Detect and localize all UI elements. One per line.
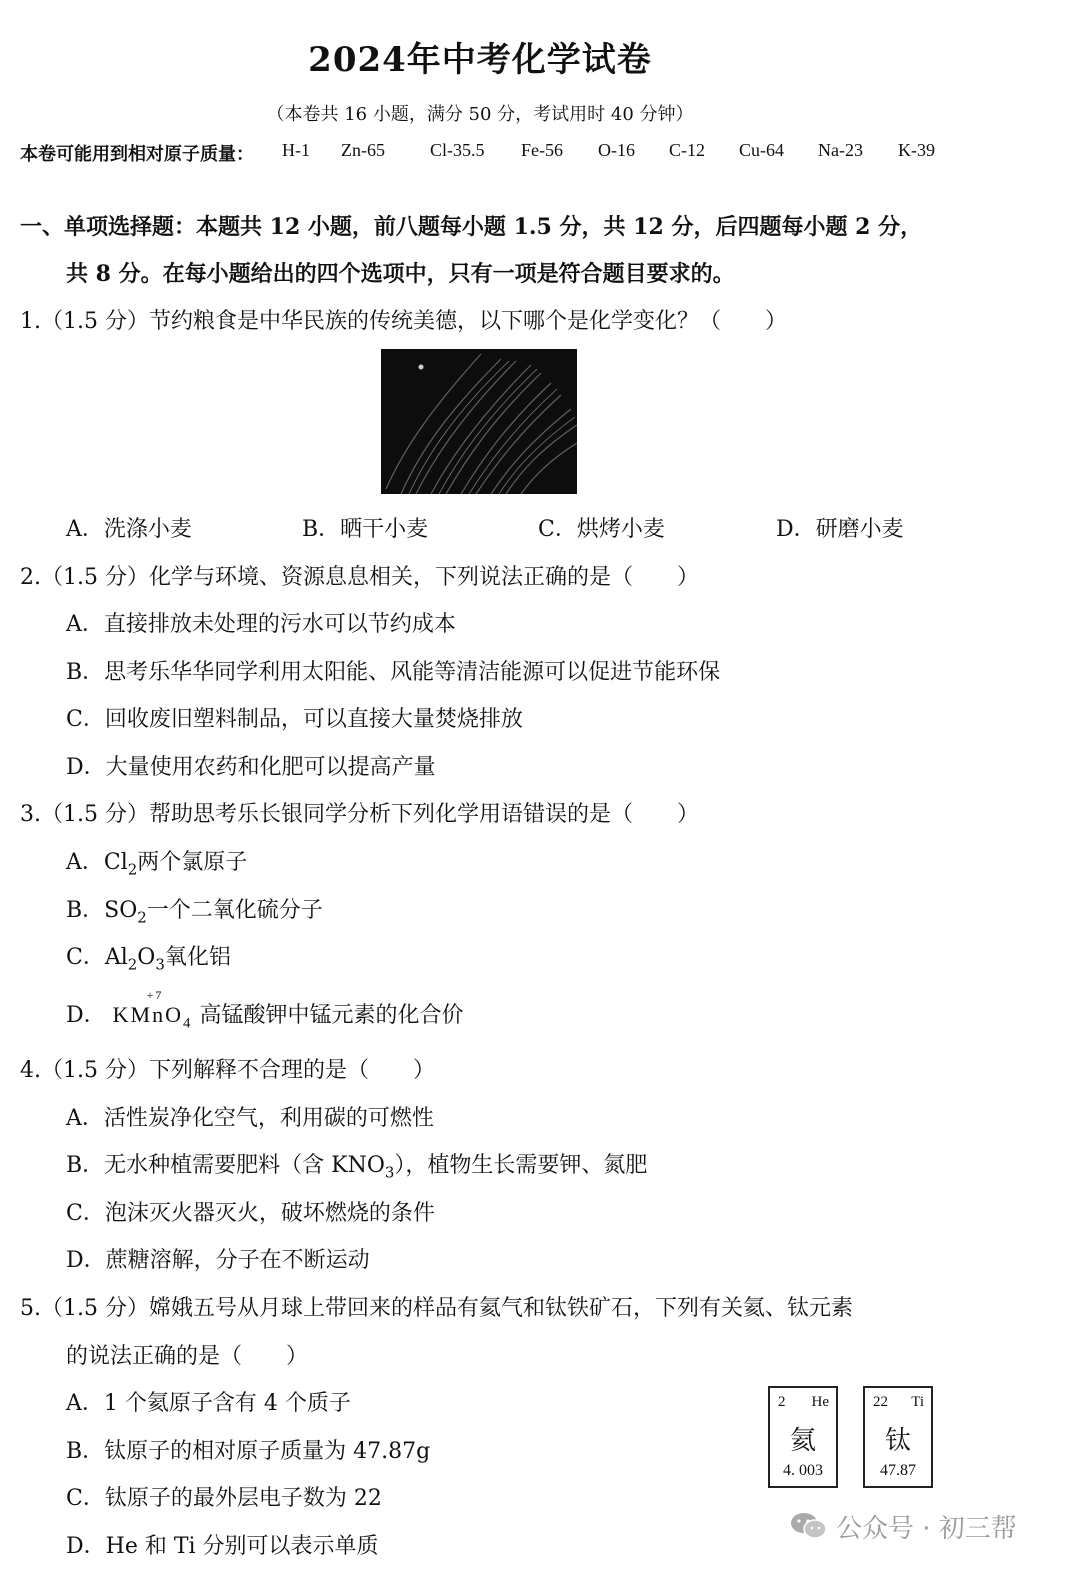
- q5-option-d: D．He 和 Ti 分别可以表示单质: [66, 1534, 379, 1559]
- question-4-stem: 4.（1.5 分）下列解释不合理的是（ ）: [20, 1058, 435, 1083]
- atomic-mass-item: Cu-64: [739, 140, 784, 160]
- relative-atomic-mass: 4. 003: [783, 1462, 823, 1479]
- q4-option-a: A．活性炭净化空气，利用碳的可燃性: [66, 1106, 434, 1131]
- q1-option-b: B．晒干小麦: [302, 517, 429, 542]
- question-3-stem: 3.（1.5 分）帮助思考乐长银同学分析下列化学用语错误的是（ ）: [20, 802, 699, 827]
- atomic-mass-item: Fe-56: [521, 140, 563, 160]
- element-name: 氦: [789, 1426, 816, 1456]
- wheat-photo: [381, 349, 577, 494]
- atomic-mass-item: O-16: [598, 140, 635, 160]
- section-heading-continued: 共 8 分。在每小题给出的四个选项中，只有一项是符合题目要求的。: [66, 261, 735, 287]
- element-name: 钛: [884, 1426, 911, 1456]
- element-card-helium: [768, 1386, 838, 1488]
- atomic-mass-item: Zn-65: [341, 140, 385, 160]
- question-5-stem-continued: 的说法正确的是（ ）: [66, 1344, 309, 1369]
- wechat-icon: [790, 1511, 828, 1548]
- element-symbol: Ti: [911, 1394, 924, 1410]
- exam-title: 2024年中考化学试卷: [308, 40, 652, 80]
- atomic-mass-item: H-1: [282, 140, 310, 160]
- exam-subtitle: （本卷共 16 小题，满分 50 分，考试用时 40 分钟）: [266, 104, 694, 125]
- question-5-stem: 5.（1.5 分）嫦娥五号从月球上带回来的样品有氦气和钛铁矿石，下列有关氦、钛元素: [20, 1296, 853, 1321]
- question-1-stem: 1.（1.5 分）节约粮食是中华民族的传统美德，以下哪个是化学变化？（ ）: [20, 309, 787, 334]
- q1-option-a: A．洗涤小麦: [66, 517, 192, 542]
- q4-option-b: B．无水种植需要肥料（含 $KNO_3$），植物生长需要钾、氮肥: [66, 1153, 648, 1182]
- q3-option-d: D． +7 KMnO$_4$ 高锰酸钾中锰元素的化合价: [66, 988, 464, 1032]
- atomic-mass-item: Na-23: [818, 140, 863, 160]
- q2-option-d: D．大量使用农药和化肥可以提高产量: [66, 755, 436, 780]
- q2-option-a: A．直接排放未处理的污水可以节约成本: [66, 612, 456, 637]
- relative-atomic-mass: 47.87: [880, 1462, 916, 1479]
- atomic-number: 2: [778, 1394, 786, 1410]
- element-card-titanium: [863, 1386, 933, 1488]
- q4-option-c: C．泡沫灭火器灭火，破坏燃烧的条件: [66, 1201, 435, 1226]
- q2-option-b: B．思考乐华华同学利用太阳能、风能等清洁能源可以促进节能环保: [66, 660, 721, 685]
- valence-mark: +7: [146, 988, 164, 1002]
- q3-option-c: C．$Al_2O_3$氧化铝: [66, 945, 231, 974]
- watermark: 公众号 · 初三帮: [790, 1508, 1017, 1548]
- wheat-grain-texture-image: [381, 349, 577, 494]
- question-2-stem: 2.（1.5 分）化学与环境、资源息息相关，下列说法正确的是（ ）: [20, 565, 699, 590]
- q2-option-c: C．回收废旧塑料制品，可以直接大量焚烧排放: [66, 707, 523, 732]
- element-symbol: He: [811, 1394, 829, 1410]
- q1-option-c: C．烘烤小麦: [538, 517, 665, 542]
- q5-option-a: A．1 个氦原子含有 4 个质子: [66, 1391, 351, 1416]
- q4-option-d: D．蔗糖溶解，分子在不断运动: [66, 1248, 370, 1273]
- q3-option-b: B．$SO_2$一个二氧化硫分子: [66, 898, 323, 927]
- q3-option-a: A．$Cl_2$两个氯原子: [66, 850, 248, 879]
- q5-option-c: C．钛原子的最外层电子数为 22: [66, 1486, 382, 1511]
- atomic-mass-item: Cl-35.5: [430, 140, 485, 160]
- q1-option-d: D．研磨小麦: [776, 517, 904, 542]
- q5-option-b: B．钛原子的相对原子质量为 47.87g: [66, 1439, 431, 1464]
- atomic-mass-label: 本卷可能用到相对原子质量：: [20, 144, 254, 165]
- section-heading: 一、单项选择题：本题共 12 小题，前八题每小题 1.5 分，共 12 分，后四题每小题 2 分，: [20, 214, 923, 240]
- atomic-mass-item: C-12: [669, 140, 705, 160]
- atomic-number: 22: [873, 1394, 888, 1410]
- atomic-mass-item: K-39: [898, 140, 935, 160]
